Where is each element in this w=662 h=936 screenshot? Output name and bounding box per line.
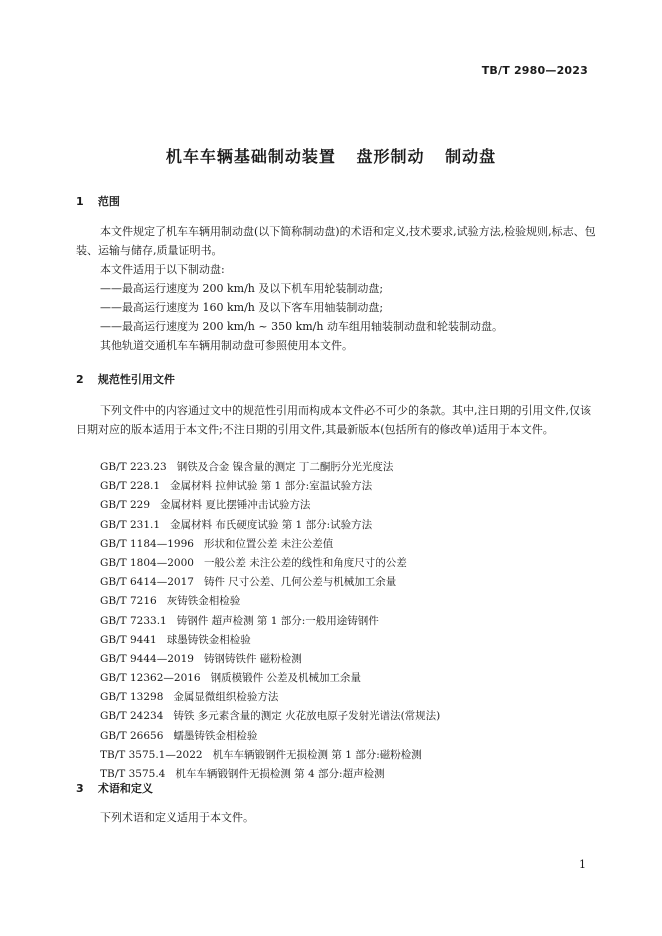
- reference-item: [100, 573, 440, 592]
- scope-item-locomotive: ——最高运行速度为 200 km/h 及以下机车用轮装制动盘;: [100, 282, 384, 295]
- reference-item: [100, 746, 440, 765]
- section-heading-terms: [76, 780, 153, 796]
- scope-other: 其他轨道交通机车车辆用制动盘可参照使用本文件。: [100, 339, 353, 352]
- section-title: 规范性引用文件: [97, 373, 175, 386]
- reference-title: 金属材料 拉伸试验 第 1 部分:室温试验方法: [170, 480, 373, 493]
- reference-code: GB/T 9441: [100, 633, 157, 646]
- reference-item: [100, 688, 440, 707]
- section-title: 范围: [97, 195, 120, 208]
- section-heading-normative-references: [76, 371, 175, 387]
- reference-code: GB/T 6414—2017: [100, 576, 194, 589]
- reference-title: 金属材料 布氏硬度试验 第 1 部分:试验方法: [170, 518, 373, 531]
- reference-code: GB/T 13298: [100, 691, 164, 704]
- reference-code: GB/T 223.23: [100, 461, 167, 473]
- section-heading-scope: [76, 193, 120, 209]
- reference-item: [100, 707, 440, 726]
- reference-title: 一般公差 未注公差的线性和角度尺寸的公差: [203, 556, 407, 569]
- reference-code: GB/T 1184—1996: [100, 537, 194, 550]
- reference-code: GB/T 7216: [100, 595, 157, 608]
- reference-code: GB/T 24234: [100, 710, 164, 723]
- section-number: 2: [76, 373, 84, 386]
- scope-paragraph: 本文件规定了机车车辆用制动盘(以下简称制动盘)的术语和定义,技术要求,试验方法,检验规则,标志、包装、运输与储存,质量证明书。: [76, 225, 596, 257]
- reference-title: 蠕墨铸铁金相检验: [173, 729, 258, 742]
- reference-list: [100, 458, 440, 784]
- reference-title: 铸钢铸铁件 磁粉检测: [203, 652, 302, 665]
- section-title: 术语和定义: [97, 782, 153, 795]
- section-number: 3: [76, 782, 84, 795]
- references-intro: 下列文件中的内容通过文中的规范性引用而构成本文件必不可少的条款。其中,注日期的引用文件,仅该日期对应的版本适用于本文件;不注日期的引用文件,其最新版本(包括所有的修改单)适用于本文件。: [76, 404, 591, 436]
- reference-item: [100, 554, 440, 573]
- reference-item: [100, 727, 440, 746]
- reference-title: 机车车辆锻钢件无损检测 第 1 部分:磁粉检测: [212, 748, 422, 761]
- reference-code: GB/T 228.1: [100, 480, 161, 493]
- reference-item: [100, 631, 440, 650]
- reference-item: [100, 612, 440, 631]
- reference-item: [100, 516, 440, 535]
- reference-title: 铸钢件 超声检测 第 1 部分:一般用途铸钢件: [176, 614, 379, 627]
- scope-item-passenger-car: ——最高运行速度为 160 km/h 及以下客车用轴装制动盘;: [100, 301, 384, 314]
- document-title: 机车车辆基础制动装置 盘形制动 制动盘: [165, 147, 497, 166]
- reference-item: [100, 592, 440, 611]
- reference-title: 铸铁 多元素含量的测定 火花放电原子发射光谱法(常规法): [173, 710, 441, 723]
- reference-code: GB/T 229: [100, 499, 151, 512]
- reference-item: [100, 496, 440, 515]
- reference-title: 形状和位置公差 未注公差值: [203, 537, 334, 550]
- reference-item: [100, 650, 440, 669]
- reference-title: 球墨铸铁金相检验: [166, 633, 251, 646]
- scope-applicability: 本文件适用于以下制动盘:: [100, 263, 225, 276]
- reference-title: 金属材料 夏比摆锤冲击试验方法: [160, 499, 311, 512]
- reference-item: [100, 535, 440, 554]
- reference-code: GB/T 12362—2016: [100, 672, 201, 685]
- reference-title: 金属显微组织检验方法: [173, 691, 279, 704]
- reference-code: GB/T 7233.1: [100, 614, 167, 627]
- terms-intro: 下列术语和定义适用于本文件。: [100, 811, 254, 824]
- reference-title: 灰铸铁金相检验: [166, 595, 241, 608]
- reference-code: GB/T 26656: [100, 729, 164, 742]
- section-number: 1: [76, 195, 84, 208]
- reference-code: TB/T 3575.4: [100, 768, 166, 780]
- reference-item: [100, 458, 440, 477]
- reference-title: 铸件 尺寸公差、几何公差与机械加工余量: [203, 576, 397, 589]
- scope-item-emu: ——最高运行速度为 200 km/h ~ 350 km/h 动车组用轴装制动盘和轮装制动盘。: [100, 320, 503, 333]
- standard-number: TB/T 2980—2023: [481, 64, 588, 77]
- reference-code: TB/T 3575.1—2022: [100, 748, 203, 761]
- reference-title: 钢质模锻件 公差及机械加工余量: [210, 672, 361, 685]
- reference-code: GB/T 9444—2019: [100, 652, 194, 665]
- reference-title: 机车车辆锻钢件无损检测 第 4 部分:超声检测: [175, 768, 385, 780]
- reference-title: 钢铁及合金 镍含量的测定 丁二酮肟分光光度法: [176, 461, 394, 473]
- reference-code: GB/T 231.1: [100, 518, 161, 531]
- reference-item: [100, 477, 440, 496]
- page-number: 1: [579, 858, 586, 871]
- reference-item: [100, 669, 440, 688]
- reference-code: GB/T 1804—2000: [100, 556, 194, 569]
